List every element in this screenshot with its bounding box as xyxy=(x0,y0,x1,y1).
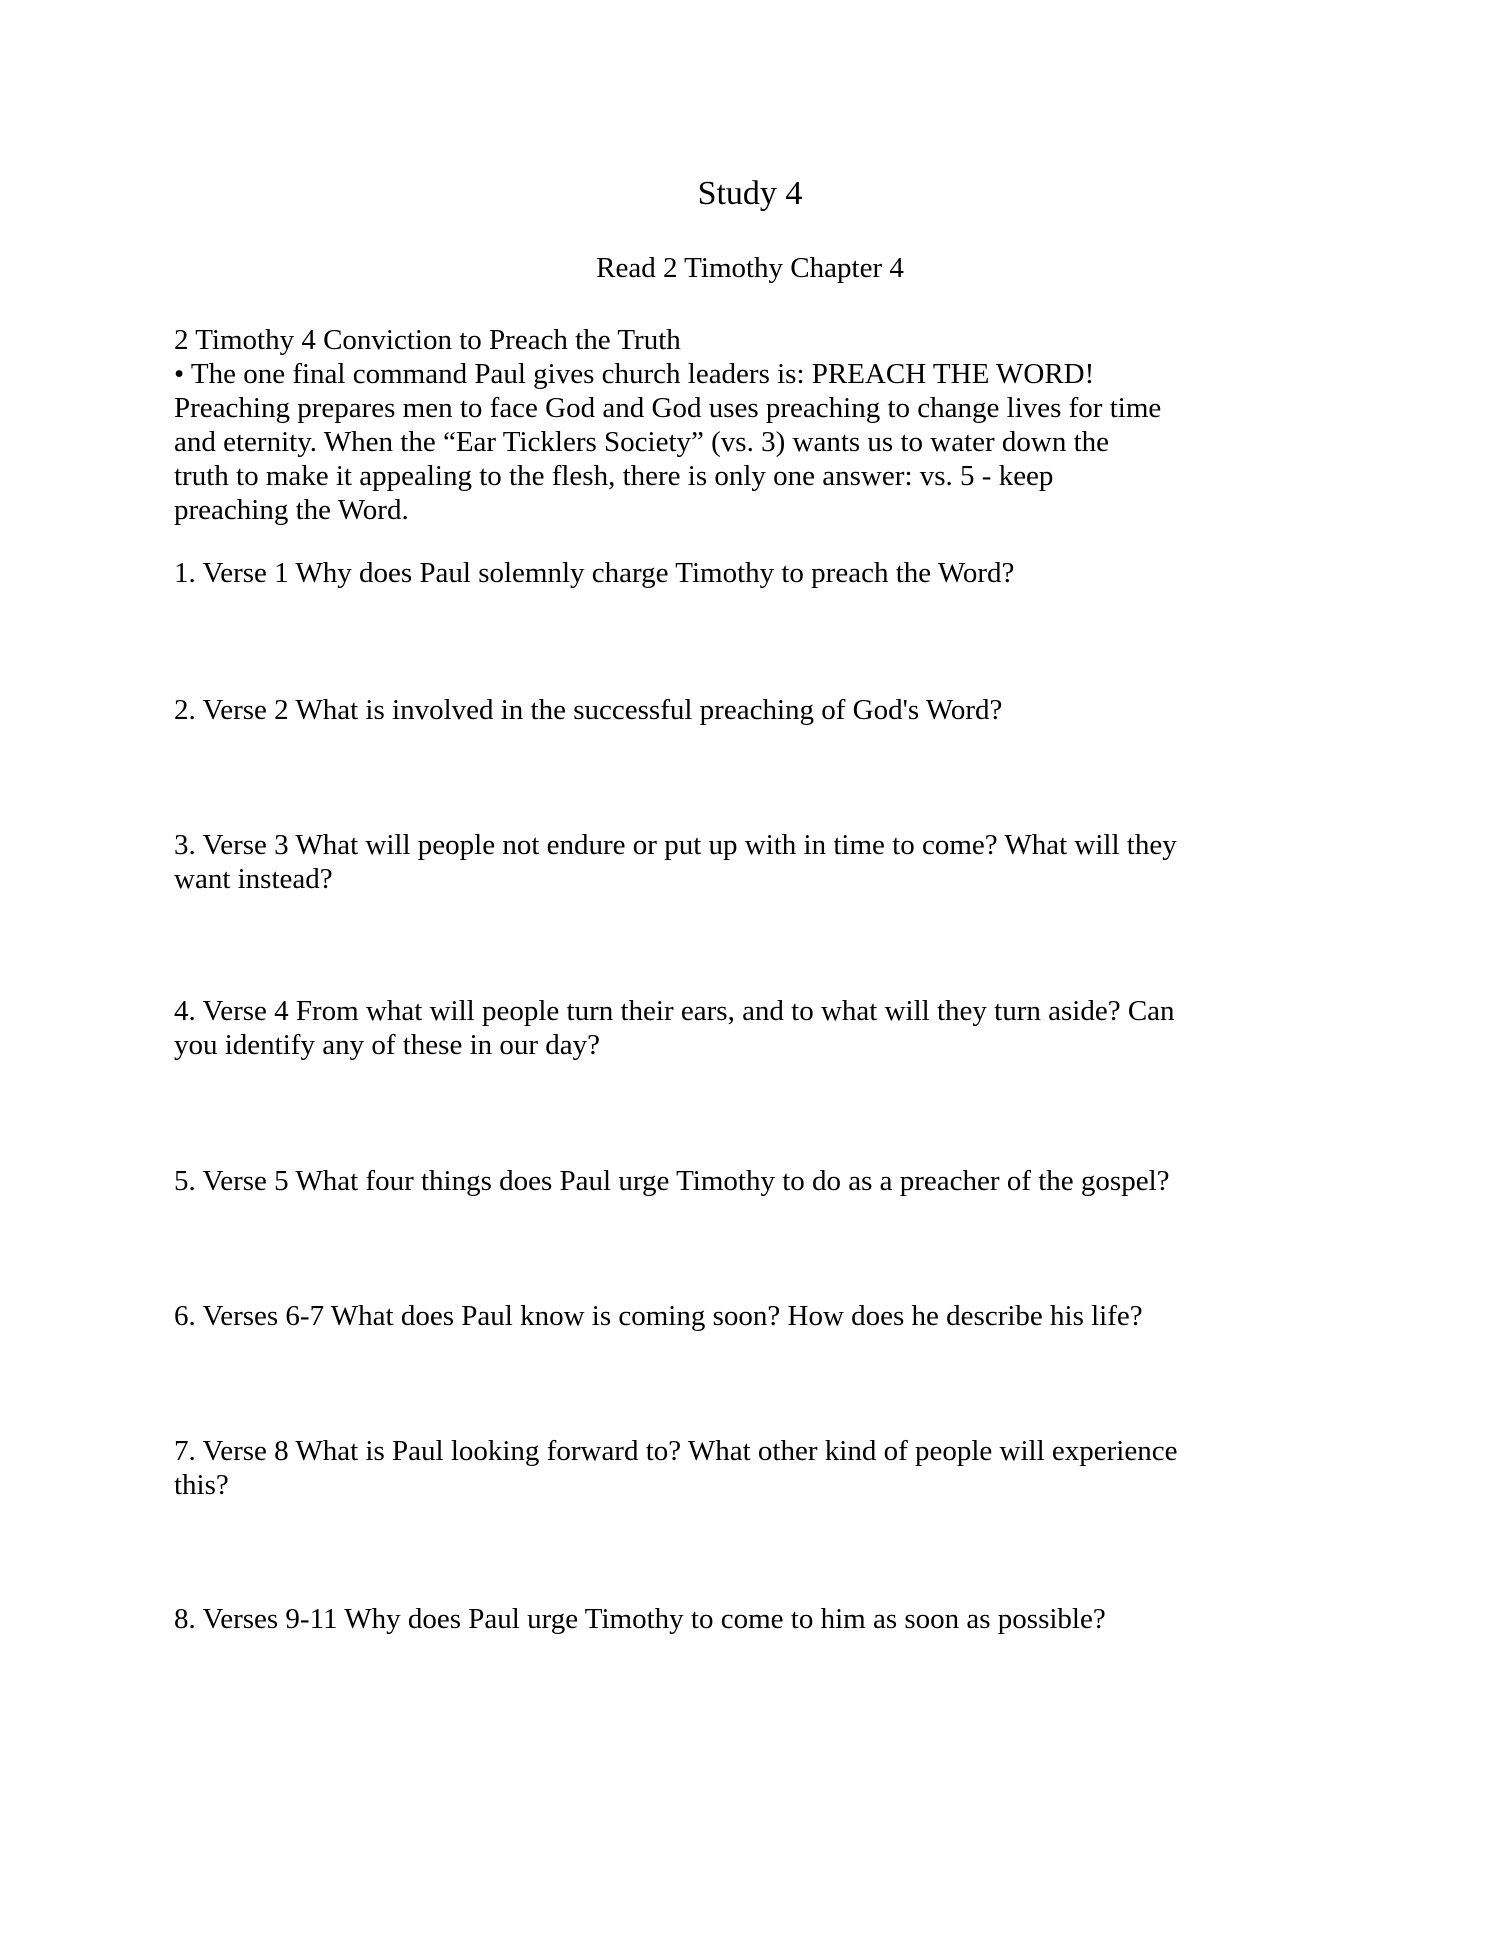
page-title: Study 4 xyxy=(697,175,803,212)
question-7-line: this? xyxy=(174,1469,229,1501)
question-1-line: 1. Verse 1 Why does Paul solemnly charge Timothy to preach the Word? xyxy=(174,557,1015,589)
intro-line: Preaching prepares men to face God and God uses preaching to change lives for time xyxy=(174,392,1162,424)
question-2-line: 2. Verse 2 What is involved in the successful preaching of God's Word? xyxy=(174,694,1003,726)
question-3 xyxy=(174,828,1460,896)
question-2 xyxy=(174,693,1460,727)
intro-line: and eternity. When the “Ear Ticklers Society” (vs. 3) wants us to water down the xyxy=(174,426,1110,458)
question-3-line: want instead? xyxy=(174,863,333,895)
intro-line: truth to make it appealing to the flesh, there is only one answer: vs. 5 - keep xyxy=(174,460,1054,492)
question-5-line: 5. Verse 5 What four things does Paul urge Timothy to do as a preacher of the gospel? xyxy=(174,1165,1170,1197)
reading-instruction: Read 2 Timothy Chapter 4 xyxy=(596,252,904,284)
question-7-line: 7. Verse 8 What is Paul looking forward to? What other kind of people will experience xyxy=(174,1435,1178,1467)
question-4 xyxy=(174,994,1460,1062)
intro-line: preaching the Word. xyxy=(174,494,409,526)
question-3-line: 3. Verse 3 What will people not endure or put up with in time to come? What will they xyxy=(174,829,1177,861)
question-4-line: you identify any of these in our day? xyxy=(174,1029,601,1061)
intro-heading-line: 2 Timothy 4 Conviction to Preach the Truth xyxy=(174,324,681,356)
question-7 xyxy=(174,1434,1460,1502)
intro-line: • The one final command Paul gives church leaders is: PREACH THE WORD! xyxy=(174,358,1095,390)
intro-paragraph xyxy=(174,323,1460,527)
question-6-line: 6. Verses 6-7 What does Paul know is coming soon? How does he describe his life? xyxy=(174,1300,1143,1332)
question-8-line: 8. Verses 9-11 Why does Paul urge Timothy to come to him as soon as possible? xyxy=(174,1603,1106,1635)
question-1 xyxy=(174,556,1460,590)
question-4-line: 4. Verse 4 From what will people turn their ears, and to what will they turn aside? Can xyxy=(174,995,1175,1027)
question-6 xyxy=(174,1299,1460,1333)
question-8 xyxy=(174,1602,1460,1636)
question-5 xyxy=(174,1164,1460,1198)
